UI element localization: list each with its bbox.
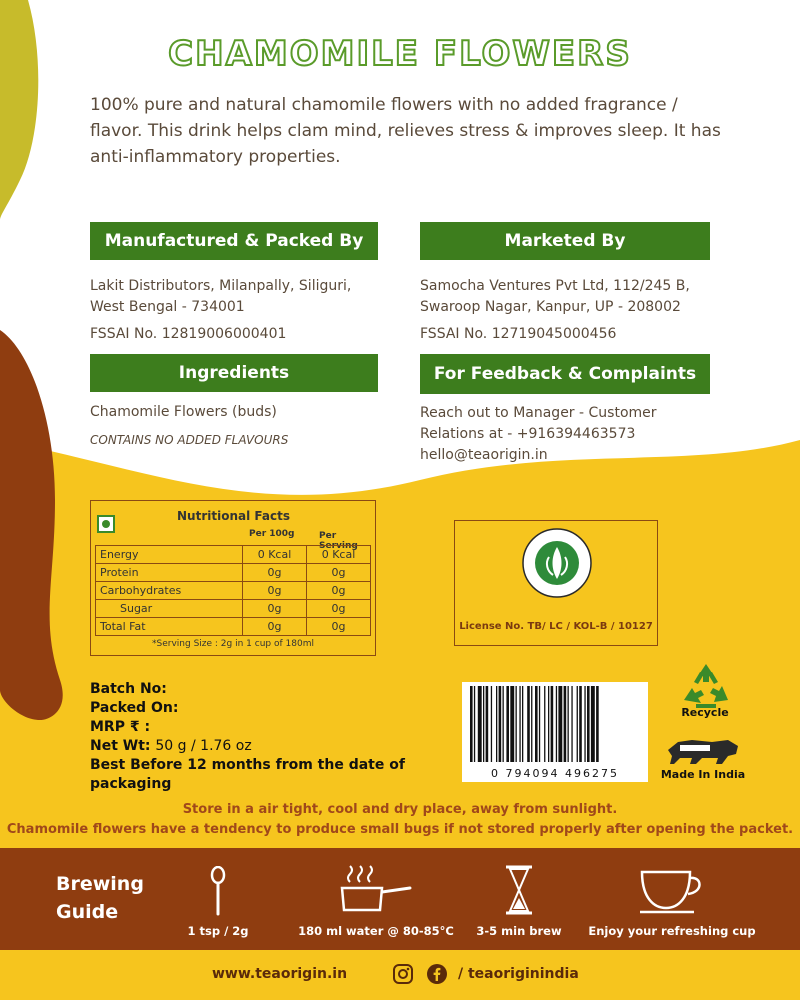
net-weight-value: 50 g / 1.76 oz — [155, 738, 252, 754]
storage-instructions — [0, 800, 800, 840]
mrp-label: MRP ₹ : — [90, 719, 151, 735]
nutrient-serving: 0 Kcal — [307, 546, 371, 564]
feedback-email[interactable]: hello@teaorigin.in — [420, 447, 548, 463]
tea-board-india-logo — [521, 527, 593, 599]
nutrition-facts-table — [90, 500, 376, 656]
nutrient-per100: 0g — [243, 600, 307, 618]
packed-on-label: Packed On: — [90, 700, 179, 716]
brew-step-label: 3-5 min brew — [476, 924, 562, 938]
nutrient-name: Carbohydrates — [96, 582, 243, 600]
table-row — [96, 564, 371, 582]
nutrient-per100: 0 Kcal — [243, 546, 307, 564]
nutrient-name: Sugar — [96, 600, 243, 618]
nutrition-title: Nutritional Facts — [177, 509, 290, 523]
nutrient-serving: 0g — [307, 600, 371, 618]
product-description: 100% pure and natural chamomile flowers with no added fragrance / flavor. This drink helps clam mind, relieves stress & improves sleep. It has anti-inflammatory properties. — [90, 95, 721, 167]
brew-step-label: 180 ml water @ 80-85°C — [298, 924, 454, 938]
recycle-label: Recycle — [681, 706, 729, 719]
nutrient-per100: 0g — [243, 582, 307, 600]
nutrient-name: Protein — [96, 564, 243, 582]
made-in-india-label: Made In India — [660, 768, 746, 781]
net-weight-label: Net Wt: — [90, 738, 151, 754]
make-in-india-lion-icon — [662, 730, 744, 768]
nutrient-name: Energy — [96, 546, 243, 564]
storage-line-2: Chamomile flowers have a tendency to produce small bugs if not stored properly after opening the packet. — [6, 822, 794, 837]
tea-board-license: License No. TB/ LC / KOL-B / 10127 — [459, 621, 653, 632]
recycle-icon — [672, 660, 740, 710]
spoon-icon — [208, 866, 228, 916]
nutrient-serving: 0g — [307, 564, 371, 582]
manufacturer-heading: Manufactured & Packed By — [90, 222, 378, 260]
net-weight — [90, 737, 470, 756]
brewing-guide-title: Brewing Guide — [56, 873, 144, 923]
nutrient-serving: 0g — [307, 618, 371, 636]
nutrition-col-serving: Per Serving — [319, 531, 358, 551]
instagram-icon[interactable] — [392, 963, 414, 985]
feedback-block — [420, 403, 720, 466]
marketer-address: Samocha Ventures Pvt Ltd, 112/245 B, Swaroop Nagar, Kanpur, UP - 208002 — [420, 278, 690, 315]
marketer-heading: Marketed By — [420, 222, 710, 260]
hourglass-icon — [504, 864, 534, 916]
barcode-number: 0 794094 496275 — [491, 767, 619, 780]
manufacturer-fssai: FSSAI No. 12819006000401 — [90, 326, 287, 342]
nutrition-col-per100: Per 100g — [249, 529, 295, 539]
batch-info — [90, 680, 470, 794]
facebook-icon[interactable] — [426, 963, 448, 985]
manufacturer-address: Lakit Distributors, Milanpally, Siliguri, West Bengal - 734001 — [90, 278, 352, 315]
product-title: CHAMOMILE FLOWERS — [168, 34, 632, 74]
nutrient-per100: 0g — [243, 564, 307, 582]
website-link[interactable]: www.teaorigin.in — [212, 966, 348, 982]
brew-step-label: 1 tsp / 2g — [187, 924, 249, 938]
batch-number-label: Batch No: — [90, 681, 167, 697]
nutrient-serving: 0g — [307, 582, 371, 600]
table-row — [96, 546, 371, 564]
social-handle[interactable]: / teaoriginindia — [458, 966, 579, 982]
table-row — [96, 582, 371, 600]
nutrient-name: Total Fat — [96, 618, 243, 636]
nutrient-per100: 0g — [243, 618, 307, 636]
brew-step-label: Enjoy your refreshing cup — [588, 924, 756, 938]
tea-board-license-box — [454, 520, 658, 646]
storage-line-1: Store in a air tight, cool and dry place, away from sunlight. — [182, 802, 618, 817]
marketer-fssai: FSSAI No. 12719045000456 — [420, 326, 617, 342]
ingredients-note: CONTAINS NO ADDED FLAVOURS — [90, 433, 289, 447]
table-row — [96, 618, 371, 636]
feedback-heading: For Feedback & Complaints — [420, 354, 710, 394]
ingredients-text: Chamomile Flowers (buds) — [90, 404, 277, 420]
veg-mark-icon — [97, 515, 115, 533]
serving-size-note: *Serving Size : 2g in 1 cup of 180ml — [152, 639, 314, 649]
saucepan-icon — [338, 862, 414, 914]
best-before: Best Before 12 months from the date of packaging — [90, 757, 405, 792]
teacup-icon — [638, 868, 710, 916]
ingredients-heading: Ingredients — [90, 354, 378, 392]
barcode-bars-icon — [470, 686, 640, 764]
barcode — [462, 682, 648, 782]
table-row — [96, 600, 371, 618]
nutrition-rows — [95, 545, 371, 636]
feedback-text: Reach out to Manager - Customer Relations at - +916394463573 — [420, 405, 657, 442]
